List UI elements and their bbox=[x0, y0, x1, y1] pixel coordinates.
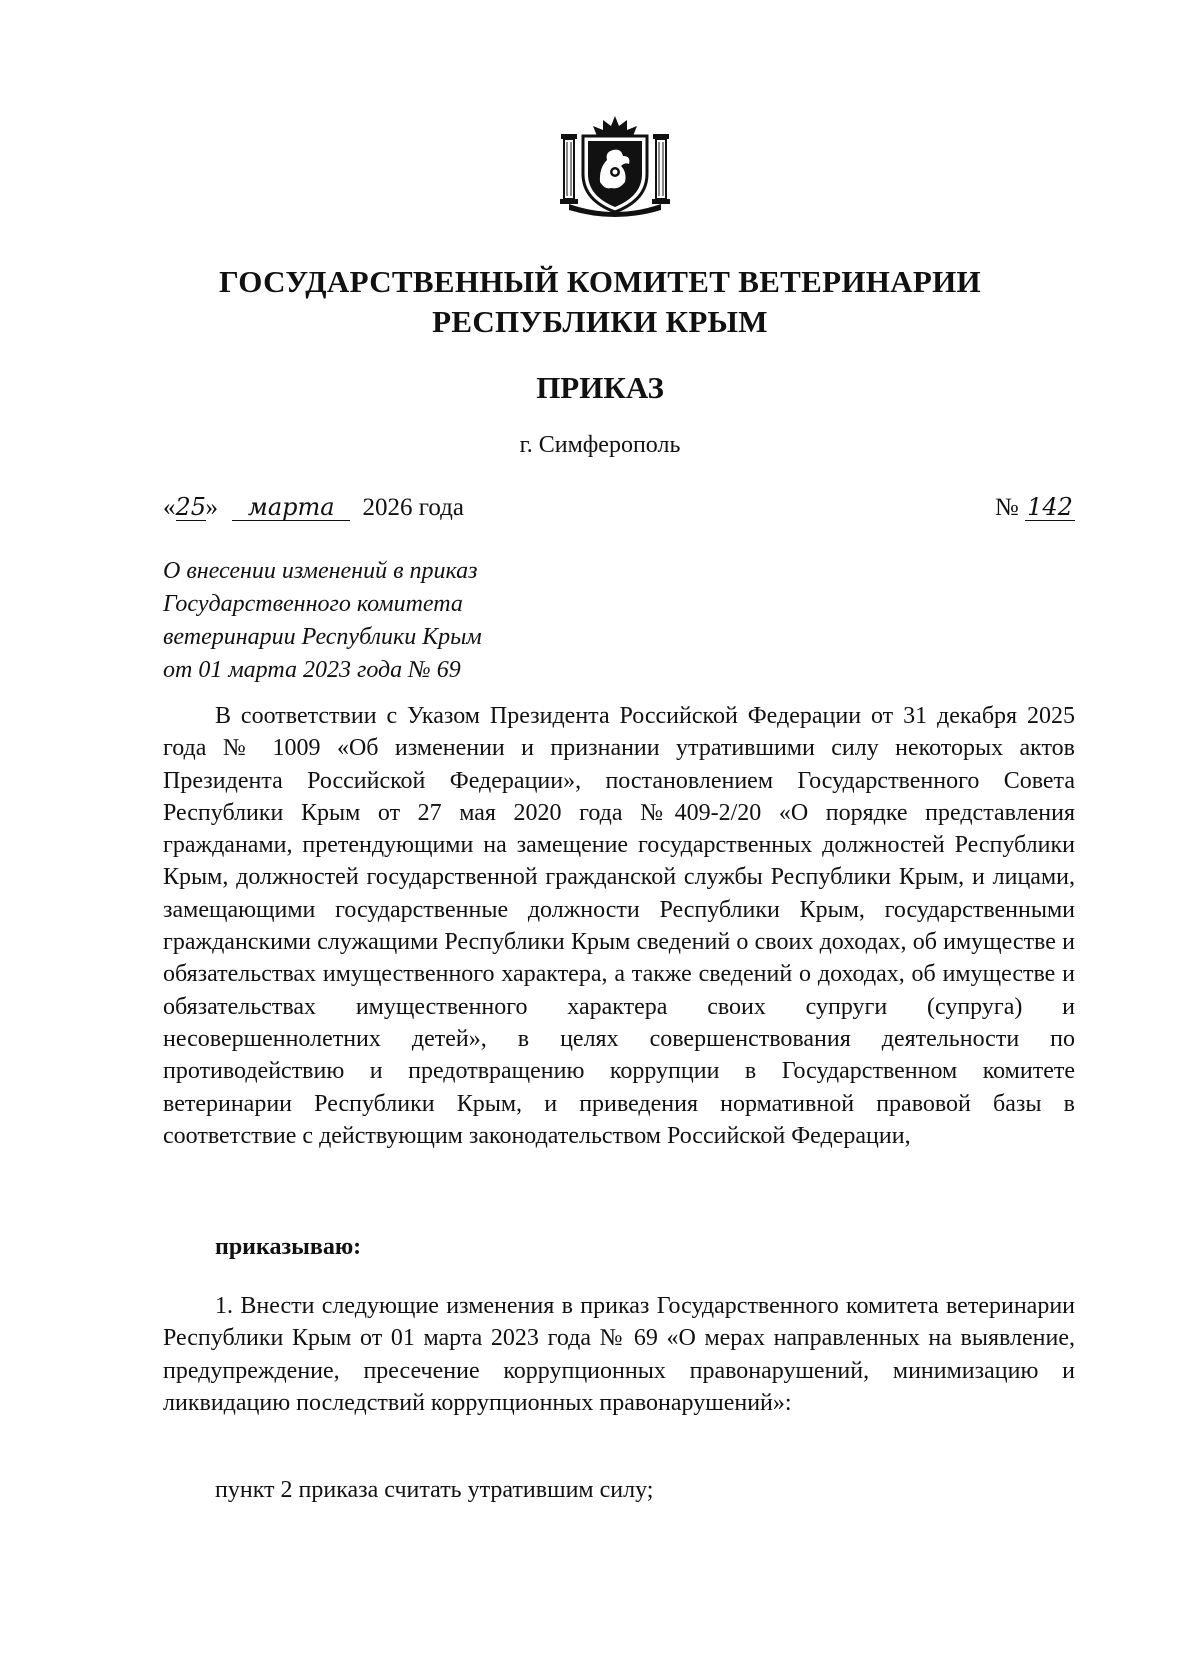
preamble-paragraph: В соответствии с Указом Президента Российской Федерации от 31 декабря 2025 года № 1009 «Об изменении и признании утратившими силу некоторых актов Президента Российской Федерации», постановлением Государственного Совета Республики Крым от 27 мая 2020 года №409-2/20 «О порядке представления гражданами, претендующими на замещение государственных должностей Республики Крым, должностей государственной гражданской службы Республики Крым, и лицами, замещающими государственные должности Республики Крым, государственными гражданскими служащими Республики Крым сведений о своих доходах, об имуществе и обязательствах имущественного характера, а также сведений о доходах, об имуществе и обязательствах имущественного характера своих супруги (супруга) и несовершеннолетних детей», в целях совершенствования деятельности по противодействию и предотвращению коррупции в Государственном комитете ветеринарии Республики Крым, и приведения нормативной правовой базы в соответствие с действующим законодательством Российской Федерации, bbox=[163, 703, 1075, 1149]
subject-line: Государственного комитета bbox=[163, 591, 463, 617]
order-item-1-text: 1. Внести следующие изменения в приказ Государственного комитета ветеринарии Республики Крым от 01 марта 2023 года № 69 «О мерах направленных на выявление, предупреждение, пресечение коррупционных правонарушений, минимизацию и ликвидацию последствий коррупционных правонарушений»: bbox=[163, 1293, 1075, 1416]
date-month-handwritten: марта bbox=[232, 494, 350, 521]
date-day-handwritten: 25 bbox=[175, 493, 207, 521]
organization-title bbox=[0, 262, 1200, 342]
number-label: № bbox=[994, 494, 1019, 521]
order-item-1-subitem: пункт 2 приказа считать утратившим силу; bbox=[215, 1477, 654, 1503]
preamble-section bbox=[163, 700, 1075, 1152]
subject-line: от 01 марта 2023 года № 69 bbox=[163, 657, 461, 683]
organization-title-line1: ГОСУДАРСТВЕННЫЙ КОМИТЕТ ВЕТЕРИНАРИИ bbox=[219, 264, 981, 299]
order-directive: приказываю: bbox=[215, 1234, 362, 1260]
order-item-1 bbox=[163, 1290, 1075, 1419]
document-type-title: ПРИКАЗ bbox=[536, 370, 664, 405]
number-handwritten: 142 bbox=[1025, 494, 1075, 521]
date-close-quote: » bbox=[205, 494, 218, 521]
organization-title-line2: РЕСПУБЛИКИ КРЫМ bbox=[432, 304, 768, 339]
crimea-coat-of-arms-icon bbox=[555, 112, 675, 222]
document-date bbox=[163, 490, 464, 526]
date-year: 2026 года bbox=[362, 494, 464, 521]
date-open-quote: « bbox=[163, 494, 176, 521]
document-number bbox=[995, 490, 1075, 526]
document-subject bbox=[163, 555, 623, 687]
document-city: г. Симферополь bbox=[519, 432, 681, 458]
subject-line: О внесении изменений в приказ bbox=[163, 558, 478, 584]
subject-line: ветеринарии Республики Крым bbox=[163, 624, 482, 650]
date-number-row bbox=[163, 490, 1075, 530]
